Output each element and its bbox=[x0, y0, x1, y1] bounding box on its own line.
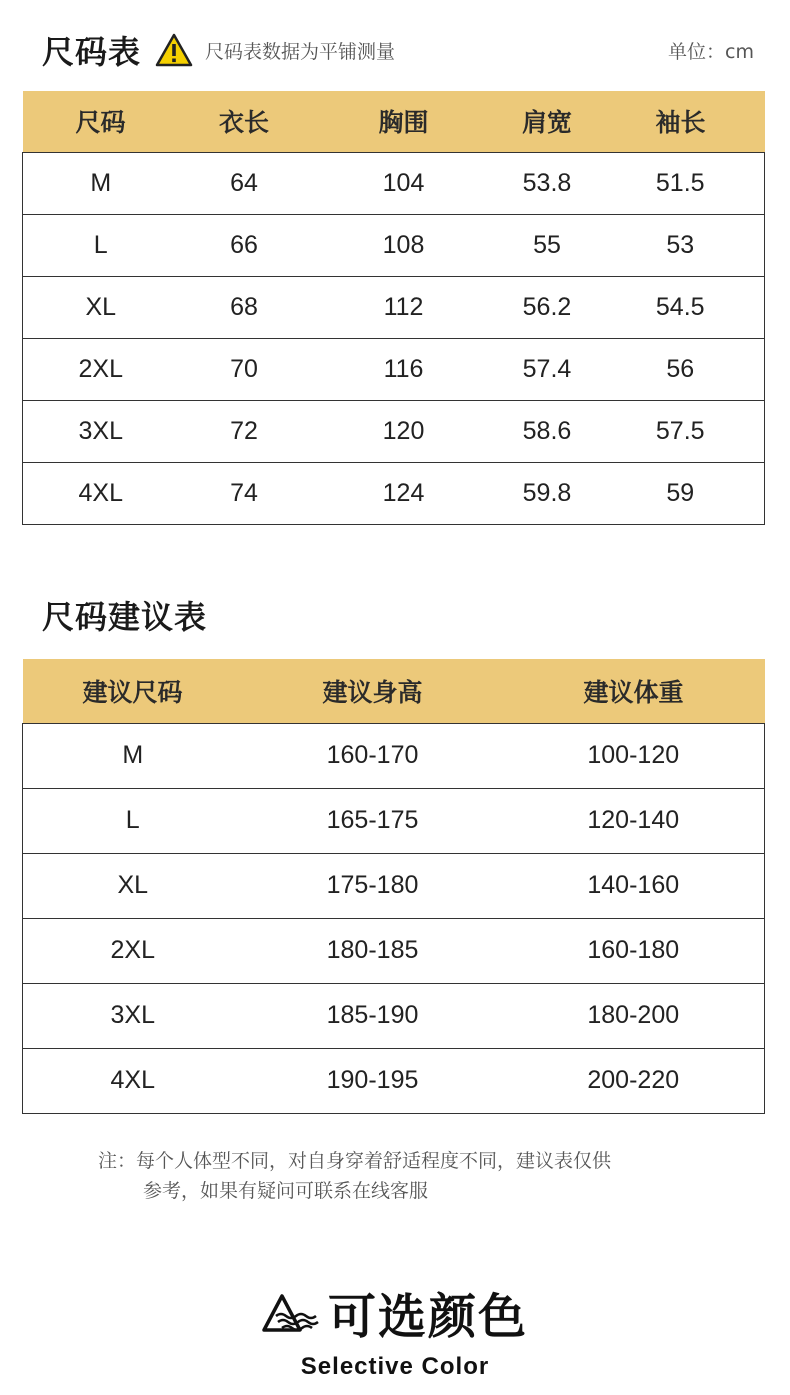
table-cell: 2XL bbox=[23, 918, 243, 983]
table-cell: 70 bbox=[179, 338, 310, 400]
table-cell: 200-220 bbox=[503, 1048, 765, 1113]
table-cell: 54.5 bbox=[597, 276, 765, 338]
table-cell: 112 bbox=[310, 276, 498, 338]
table-row bbox=[23, 853, 765, 918]
table-cell: M bbox=[23, 152, 179, 214]
table-row bbox=[23, 338, 765, 400]
table-cell: 175-180 bbox=[243, 853, 503, 918]
table-cell: 120-140 bbox=[503, 788, 765, 853]
table-cell: XL bbox=[23, 276, 179, 338]
table-cell: 4XL bbox=[23, 462, 179, 524]
table-cell: M bbox=[23, 723, 243, 788]
measure-note: 尺码表数据为平铺测量 bbox=[205, 40, 396, 63]
table-row bbox=[23, 276, 765, 338]
table-cell: 104 bbox=[310, 152, 498, 214]
table-cell: 56.2 bbox=[498, 276, 597, 338]
table-row bbox=[23, 1048, 765, 1113]
table-header-row bbox=[23, 659, 765, 723]
color-section-header bbox=[0, 1278, 790, 1381]
table-cell: 160-170 bbox=[243, 723, 503, 788]
table-cell: 124 bbox=[310, 462, 498, 524]
table-cell: 59 bbox=[597, 462, 765, 524]
recommend-title: 尺码建议表 bbox=[42, 598, 208, 636]
table-row bbox=[23, 214, 765, 276]
table-cell: 72 bbox=[179, 400, 310, 462]
table-cell: 116 bbox=[310, 338, 498, 400]
table-cell: 120 bbox=[310, 400, 498, 462]
table-cell: 56 bbox=[597, 338, 765, 400]
column-header: 尺码 bbox=[23, 91, 179, 152]
table-cell: 58.6 bbox=[498, 400, 597, 462]
table-cell: 3XL bbox=[23, 400, 179, 462]
table-cell: XL bbox=[23, 853, 243, 918]
table-cell: 108 bbox=[310, 214, 498, 276]
table-cell: 57.4 bbox=[498, 338, 597, 400]
unit-label: 单位：cm bbox=[668, 40, 754, 63]
footnote-line: 参考，如果有疑问可联系在线客服 bbox=[143, 1180, 429, 1202]
table-cell: 3XL bbox=[23, 983, 243, 1048]
table-row bbox=[23, 462, 765, 524]
table-row bbox=[23, 723, 765, 788]
column-header: 肩宽 bbox=[498, 91, 597, 152]
recommend-table bbox=[22, 659, 765, 1114]
table-row bbox=[23, 400, 765, 462]
column-header: 袖长 bbox=[597, 91, 765, 152]
table-cell: 64 bbox=[179, 152, 310, 214]
table-cell: 4XL bbox=[23, 1048, 243, 1113]
table-cell: 66 bbox=[179, 214, 310, 276]
table-cell: 57.5 bbox=[597, 400, 765, 462]
table-row bbox=[23, 152, 765, 214]
recommend-header bbox=[42, 594, 207, 636]
table-cell: 74 bbox=[179, 462, 310, 524]
size-chart-header bbox=[42, 30, 754, 70]
table-cell: L bbox=[23, 788, 243, 853]
table-cell: 180-185 bbox=[243, 918, 503, 983]
footnote-line: 注：每个人体型不同，对自身穿着舒适程度不同，建议表仅供 bbox=[98, 1150, 612, 1172]
warning-icon bbox=[155, 33, 193, 67]
table-cell: L bbox=[23, 214, 179, 276]
column-header: 衣长 bbox=[179, 91, 310, 152]
table-cell: 185-190 bbox=[243, 983, 503, 1048]
column-header: 胸围 bbox=[310, 91, 498, 152]
column-header: 建议身高 bbox=[243, 659, 503, 723]
table-row bbox=[23, 788, 765, 853]
table-cell: 59.8 bbox=[498, 462, 597, 524]
table-cell: 53 bbox=[597, 214, 765, 276]
table-cell: 140-160 bbox=[503, 853, 765, 918]
column-header: 建议尺码 bbox=[23, 659, 243, 723]
table-cell: 190-195 bbox=[243, 1048, 503, 1113]
table-row bbox=[23, 918, 765, 983]
size-chart-title: 尺码表 bbox=[42, 33, 142, 71]
table-cell: 160-180 bbox=[503, 918, 765, 983]
mountain-wave-icon bbox=[262, 1292, 320, 1334]
table-cell: 180-200 bbox=[503, 983, 765, 1048]
table-cell: 165-175 bbox=[243, 788, 503, 853]
table-cell: 55 bbox=[498, 214, 597, 276]
footnote bbox=[98, 1146, 611, 1206]
table-cell: 51.5 bbox=[597, 152, 765, 214]
size-chart-table bbox=[22, 91, 765, 525]
table-cell: 68 bbox=[179, 276, 310, 338]
table-cell: 2XL bbox=[23, 338, 179, 400]
column-header: 建议体重 bbox=[503, 659, 765, 723]
color-section-subtitle: Selective Color bbox=[300, 1353, 490, 1380]
color-section-title: 可选颜色 bbox=[327, 1289, 528, 1345]
table-cell: 100-120 bbox=[503, 723, 765, 788]
table-row bbox=[23, 983, 765, 1048]
table-header-row bbox=[23, 91, 765, 152]
table-cell: 53.8 bbox=[498, 152, 597, 214]
